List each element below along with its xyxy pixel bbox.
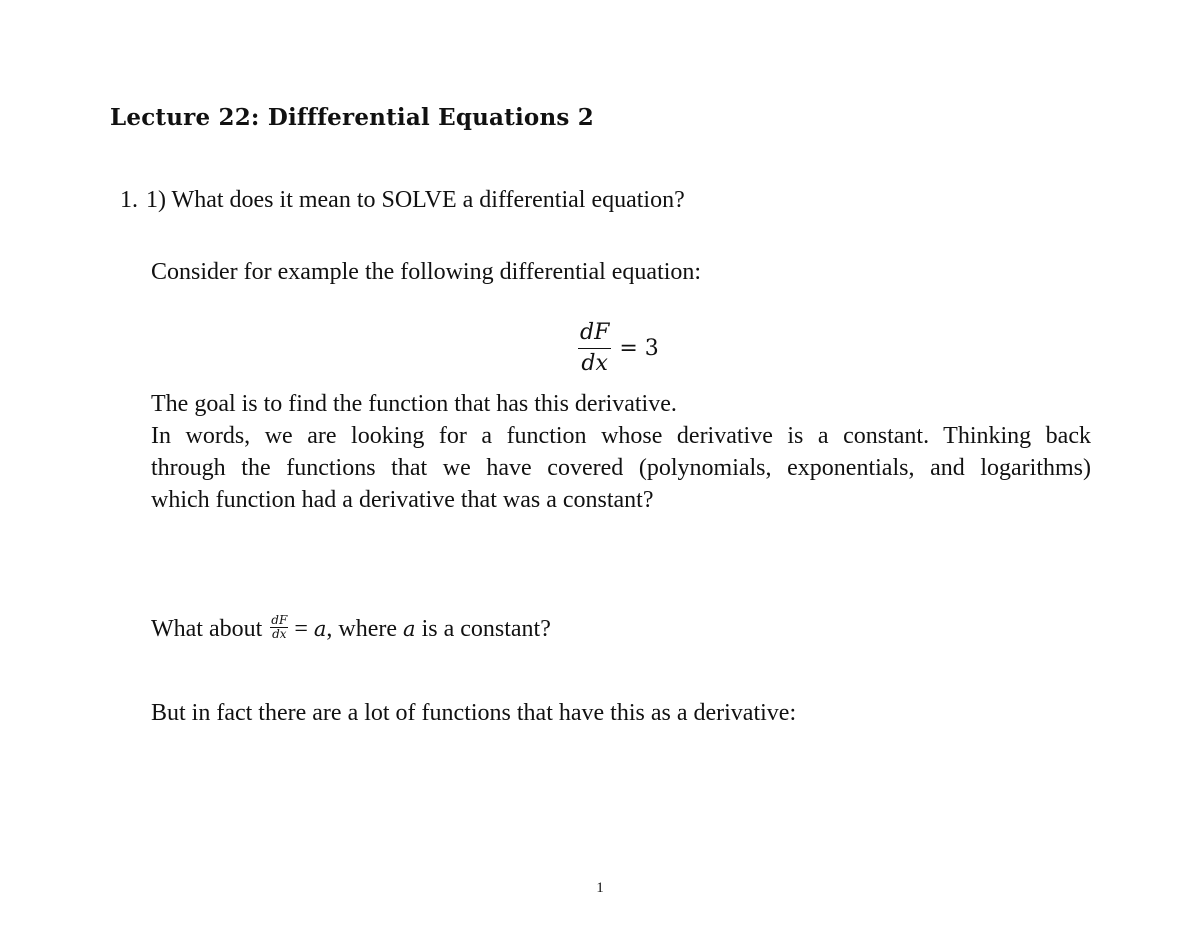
inline-fraction-denominator: dx: [272, 626, 287, 641]
consider-text: Consider for example the following differential equation:: [151, 259, 702, 285]
paragraph-line: through the functions that we have covered (polynomials, exponentials, and logarithms): [151, 455, 1091, 481]
what-about-middle: , where: [326, 616, 398, 642]
paragraph-line: In words, we are looking for a function whose derivative is a constant. Thinking back: [151, 423, 1091, 449]
page-number: 1: [596, 880, 604, 896]
what-about-prefix: What about: [151, 616, 263, 642]
what-about-equals: =: [294, 616, 308, 642]
equation-numerator: dF: [578, 320, 611, 349]
but-text: But in fact there are a lot of functions that have this as a derivative:: [151, 700, 797, 726]
what-about-suffix: is a constant?: [421, 616, 551, 642]
what-about-line: [151, 613, 551, 645]
explanation-paragraph: [151, 388, 1091, 516]
paragraph-line: The goal is to find the function that has this derivative.: [151, 391, 677, 417]
display-equation: [578, 316, 659, 380]
question-1-text: 1) What does it mean to SOLVE a differential equation?: [146, 187, 685, 213]
inline-fraction: [270, 614, 288, 641]
inline-fraction-numerator: dF: [271, 612, 288, 627]
equation-denominator: dx: [581, 350, 608, 376]
what-about-var-a: a: [313, 617, 327, 641]
what-about-var-a2: a: [403, 617, 416, 641]
equation-rhs: = 3: [619, 335, 659, 361]
question-1-enumerator: 1.: [120, 187, 138, 213]
paragraph-line: which function had a derivative that was a constant?: [151, 487, 654, 513]
lecture-title: Lecture 22: Diffferential Equations 2: [110, 104, 594, 131]
equation-fraction: [578, 320, 611, 377]
question-1: [120, 184, 685, 216]
